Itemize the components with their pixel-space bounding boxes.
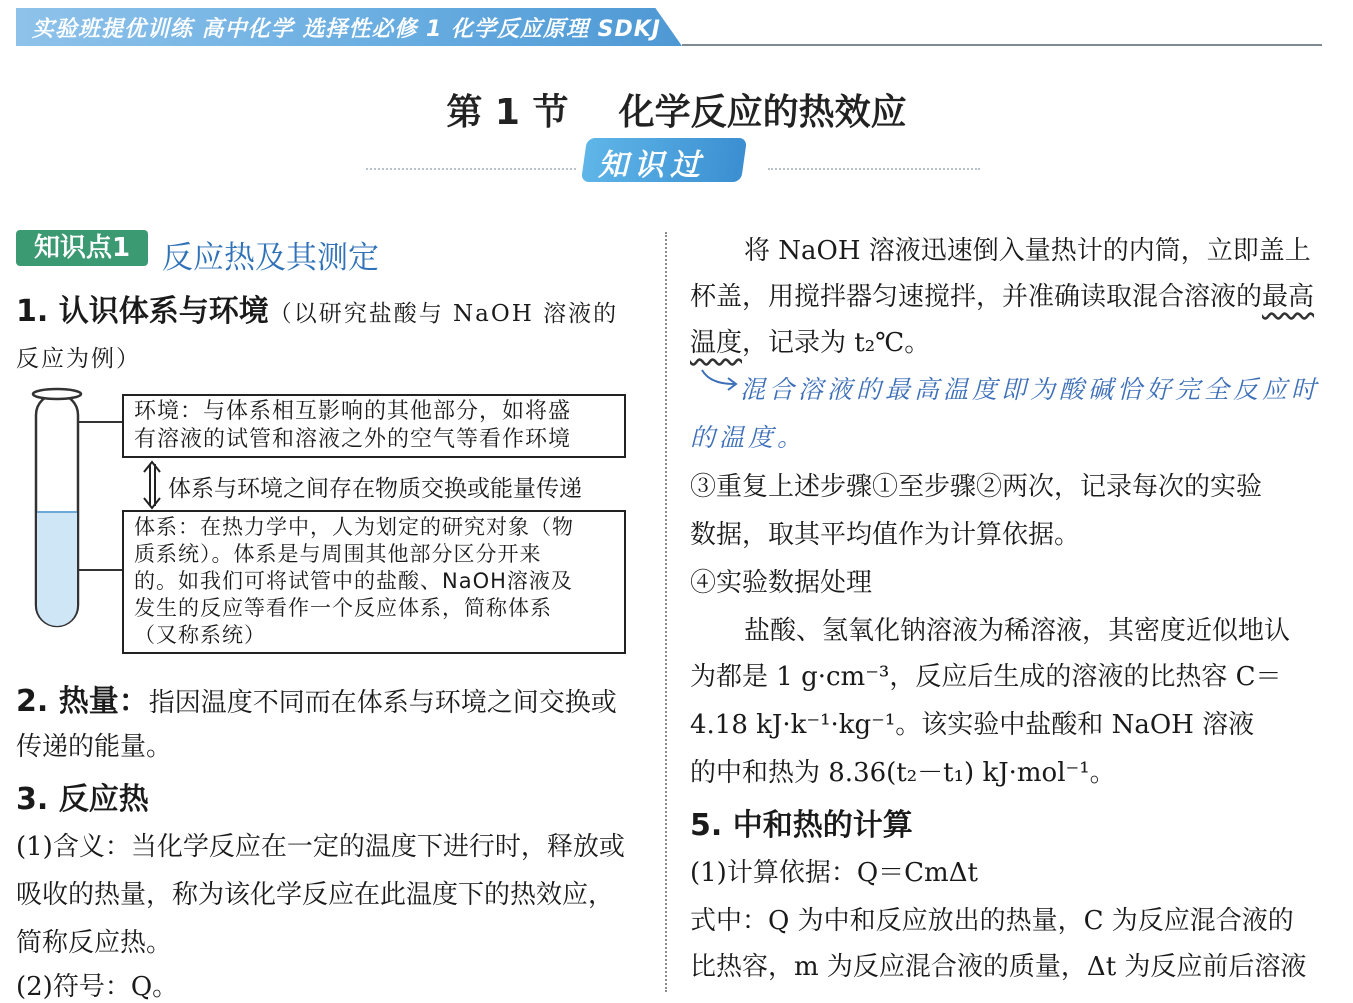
paragraph-line: 数据，取其平均值作为计算依据。 xyxy=(690,520,1081,550)
header-banner-text: 实验班提优训练 高中化学 选择性必修 1 化学反应原理 SDKJ xyxy=(32,17,661,42)
heading-2-text: 指因温度不同而在体系与环境之间交换或 xyxy=(148,688,617,718)
heading-1-title: 1. 认识体系与环境 xyxy=(16,294,269,329)
system-box: 体系：在热力学中，人为划定的研究对象（物 质系统）。体系是与周围其他部分区分开来 的。如我们可将试管中的盐酸、NaOH溶液及 发生的反应等看作一个反应体系，简称体系 （又称系统） xyxy=(122,510,626,654)
connector-lines xyxy=(78,420,124,590)
paragraph-line: 将 NaOH 溶液迅速倒入量热计的内筒，立即盖上 xyxy=(744,236,1311,266)
paragraph-line: 吸收的热量，称为该化学反应在此温度下的热效应， xyxy=(16,880,615,910)
exchange-label: 体系与环境之间存在物质交换或能量传递 xyxy=(168,476,582,502)
paragraph-line: 4.18 kJ·k⁻¹·kg⁻¹。该实验中盐酸和 NaOH 溶液 xyxy=(690,710,1255,740)
knowledge-point-tag: 知识点1 xyxy=(16,230,148,266)
paragraph-line: 式中：Q 为中和反应放出的热量，C 为反应混合液的 xyxy=(690,906,1294,936)
paragraph-line: 盐酸、氢氧化钠溶液为稀溶液，其密度近似地认 xyxy=(744,616,1291,646)
paragraph-line: 的中和热为 8.36(t₂－t₁) kJ·mol⁻¹。 xyxy=(690,758,1116,788)
knowledge-point-title: 反应热及其测定 xyxy=(162,240,379,276)
heading-1-note: （以研究盐酸与 NaOH 溶液的 xyxy=(268,301,619,327)
heading-2-title: 2. 热量： xyxy=(16,684,149,719)
heading-3 xyxy=(16,774,149,818)
paragraph-line: (1)计算依据：Q＝CmΔt xyxy=(690,858,978,888)
heading-3-title: 3. 反应热 xyxy=(16,782,149,817)
annotation-arrow-icon xyxy=(700,366,740,392)
knowledge-badge xyxy=(584,134,752,188)
paragraph-line xyxy=(690,276,1314,313)
heading-1-note-cont: 反应为例） xyxy=(16,346,141,372)
paragraph-line xyxy=(690,322,930,359)
paragraph-text: ，记录为 t₂℃。 xyxy=(742,328,931,358)
badge-text: 知识过 xyxy=(598,148,706,183)
paragraph-line: 比热容，m 为反应混合液的质量，Δt 为反应前后溶液 xyxy=(690,952,1307,982)
emphasized-text: 温度 xyxy=(690,328,743,358)
heading-1 xyxy=(16,286,618,330)
header-rule xyxy=(682,44,1322,46)
handwritten-note: 的温度。 xyxy=(690,423,807,452)
heading-2 xyxy=(16,676,617,720)
paragraph-line: (1)含义：当化学反应在一定的温度下进行时，释放或 xyxy=(16,832,625,862)
double-arrow-icon xyxy=(142,460,168,510)
environment-box: 环境：与体系相互影响的其他部分，如将盛 有溶液的试管和溶液之外的空气等看作环境 xyxy=(122,394,626,458)
paragraph-text: 杯盖，用搅拌器匀速搅拌，并准确读取混合溶液的 xyxy=(690,282,1263,312)
column-divider xyxy=(665,232,667,992)
heading-2-text-cont: 传递的能量。 xyxy=(16,732,173,762)
paragraph-line: 简称反应热。 xyxy=(16,928,173,958)
paragraph-line: (2)符号：Q。 xyxy=(16,972,179,1002)
heading-5-title: 5. 中和热的计算 xyxy=(690,808,913,843)
decorative-dots-right xyxy=(768,168,980,172)
paragraph-line: 为都是 1 g·cm⁻³，反应后生成的溶液的比热容 C＝ xyxy=(690,662,1282,692)
section-title: 第 1 节 化学反应的热效应 xyxy=(446,92,907,133)
emphasized-text: 最高 xyxy=(1262,282,1315,312)
handwritten-note: 混合溶液的最高温度即为酸碱恰好完全反应时 xyxy=(740,375,1321,404)
paragraph-line: ③重复上述步骤①至步骤②两次，记录每次的实验 xyxy=(690,472,1263,502)
heading-5 xyxy=(690,800,913,844)
paragraph-line: ④实验数据处理 xyxy=(690,568,873,598)
decorative-dots-left xyxy=(366,168,576,172)
